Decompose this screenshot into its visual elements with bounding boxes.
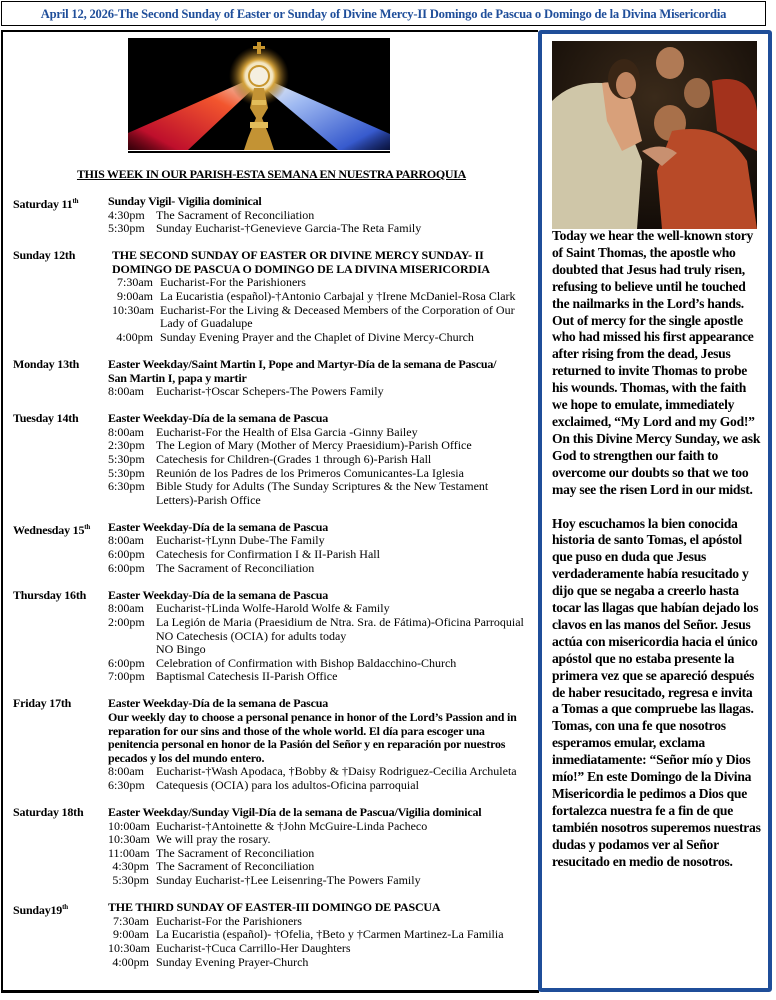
event-row: 4:00pm Sunday Evening Prayer-Church [112,954,309,969]
day-block-saturday-18 [13,806,533,888]
event-row: 8:00am Eucharist-†Linda Wolfe-Harold Wolfe & Family [108,601,390,616]
day-block-friday-17 [13,697,533,792]
event-row: 4:00pm Sunday Evening Prayer and the Chaplet of Divine Mercy-Church [116,329,474,344]
day-title: THE THIRD SUNDAY OF EASTER-III DOMINGO DE PASCUA [108,900,441,915]
divine-mercy-monstrance-image [128,38,390,150]
event-row: 9:00am La Eucaristia (español)- †Ofelia, †Beto y †Carmen Martinez-La Familia [113,927,504,942]
day-label: Sunday19th [13,903,68,918]
day-label: Monday 13th [13,356,80,371]
day-label: Wednesday 15th [13,522,91,537]
event-row: 8:00am Eucharist-†Wash Apodaca, †Bobby & †Daisy Rodriguez-Cecilia Archuleta [108,764,517,779]
event-row: 4:30pm The Sacrament of Reconciliation [108,207,315,222]
day-label: Thursday 16th [13,587,87,602]
day-label: Saturday 18th [13,805,84,820]
day-title: Easter Weekday-Día de la semana de Pascua [108,587,329,602]
event-row: 8:00am Eucharist-†Lynn Dube-The Family [108,533,325,548]
event-row: 10:30am Eucharist-†Cuca Carrillo-Her Daughters [108,940,351,955]
day-title: Easter Weekday-Día de la semana de Pascua [108,411,329,426]
day-label: Saturday 11th [13,197,79,211]
penance-note: Our weekly day to choose a personal penance in honor of the Lord’s Passion and in reparation for our sins and those of the whole world. El día para escoger una penitencia personal en honor de la Pasión del Señor y en reparación por nuestros pecados y los del mundo entero. [108,710,517,765]
event-row: 6:30pm Catequesis (OCIA) para los adultos-Oficina parroquial [108,777,419,792]
event-row: 10:00am Eucharist-†Antoinette & †John McGuire-Linda Pacheco [108,818,428,833]
day-title: Easter Weekday-Día de la semana de Pascua [108,696,329,711]
day-block-monday-13 [13,358,533,399]
event-row: NO Bingo [156,642,206,657]
day-block-tuesday-14 [13,412,533,507]
header-bar [1,1,766,26]
weekly-schedule [13,195,533,983]
day-title: Easter Weekday/Sunday Vigil-Día de la semana de Pascua/Vigilia dominical [108,805,482,820]
event-row: 6:00pm The Sacrament of Reconciliation [108,560,315,575]
reflection-sidebar [538,30,772,992]
event-row: 6:30pm Bible Study for Adults (The Sunday Scriptures & the New Testament Letters)-Parish Office [108,479,489,507]
event-row: 2:00pm La Legión de Maria (Praesidium de Ntra. Sra. de Fátima)-Oficina Parroquial [108,614,524,629]
event-row: 8:00am Eucharist-†Oscar Schepers-The Powers Family [108,384,384,399]
event-row: 10:30am We will pray the rosary. [108,832,271,847]
event-row: 4:30pm The Sacrament of Reconciliation [112,859,315,874]
day-title: Easter Weekday-Día de la semana de Pascua [108,519,329,534]
section-heading: THIS WEEK IN OUR PARISH-ESTA SEMANA EN NUESTRA PARROQUIA [76,167,467,181]
event-row: 6:00pm Catechesis for Confirmation I & II-Parish Hall [108,547,380,562]
event-row: 8:00am Eucharist-For the Health of Elsa Garcia -Ginny Bailey [108,424,418,439]
event-row: 7:30am Eucharist-For the Parishioners [113,913,302,928]
event-row: 11:00am The Sacrament of Reconciliation [108,845,315,860]
day-title: Easter Weekday/Saint Martin I, Pope and Martyr-Día de la semana de Pascua/ San Martin I, papa y martir [108,356,497,385]
event-row: 5:30pm Reunión de los Padres de los Primeros Comunicantes-La Iglesia [108,465,464,480]
event-row: NO Catechesis (OCIA) for adults today [156,628,347,643]
day-label: Tuesday 14th [13,411,79,426]
event-row: 10:30am Eucharist-For the Living & Deceased Members of the Corporation of Our Lady of Guadalupe [112,302,515,331]
day-block-wednesday-15 [13,521,533,575]
event-row: 6:00pm Celebration of Confirmation with Bishop Baldacchino-Church [108,655,457,670]
reflection-spanish: Hoy escuchamos la bien conocida historia de santo Tomas, el apóstol que puso en duda que Jesus verdaderamente había resucitado y dijo que se negaba a creerlo hasta tocar las llagas que habían dejado los clavos en las manos del Señor. Jesus actúa con misericordia hacia el único apóstol que no estaba presente la primera vez que se apareció después de haber resucitado, regresa e invita a Tomas a que compruebe las llagas. Tomas, con una fe que nosotros esperamos emular, exclama inmediatamente: “Señor mío y Dios mío!” En este Domingo de la Divina Misericordia le pedimos a Dios que fortalezca nuestra fe a fin de que también nosotros superemos nuestras dudas y podamos ver al Señor resucitado en medio de nosotros. [552,515,761,869]
reflection-english: Today we hear the well-known story of Saint Thomas, the apostle who doubted that Jesus had truly risen, refusing to believe until he touched the nailmarks in the Lord’s hands. Out of mercy for the single apostle who had missed his first appearance after rising from the dead, Jesus returned to invite Thomas to probe his wounds. Thomas, with the faith we hope to emulate, immediately exclaimed, “My Lord and my God!” On this Divine Mercy Sunday, we ask God to strengthen our faith to overcome our doubts so that we too may see the risen Lord in our midst. [552,228,761,497]
day-block-saturday-11 [13,195,533,236]
day-block-sunday-12 [13,249,533,344]
day-block-thursday-16 [13,589,533,684]
event-row: 5:30pm Sunday Eucharist-†Genevieve Garcia-The Reta Family [108,221,422,236]
event-row: 7:30am Eucharist-For the Parishioners [117,275,306,290]
event-row: 5:30pm Catechesis for Children-(Grades 1 through 6)-Parish Hall [108,452,432,466]
banner-rule [128,151,390,153]
event-row: 5:30pm Sunday Eucharist-†Lee Leisenring-The Powers Family [112,873,421,888]
schedule-panel [1,30,538,993]
event-row: 9:00am La Eucaristia (español)-†Antonio Carbajal y †Irene McDaniel-Rosa Clark [117,289,516,304]
page-title: April 12, 2026-The Second Sunday of Easter or Sunday of Divine Mercy-II Domingo de Pascua o Domingo de la Divina Misericordia [40,7,727,21]
day-title: Sunday Vigil- Vigilia dominical [108,194,262,208]
day-label: Sunday 12th [13,248,76,263]
event-row: 7:00pm Baptismal Catechesis II-Parish Office [108,669,338,684]
day-block-sunday-19 [13,901,533,969]
day-title: THE SECOND SUNDAY OF EASTER OR DIVINE MERCY SUNDAY- II DOMINGO DE PASCUA O DOMINGO DE LA DIVINA MISERICORDIA [112,248,490,276]
event-row: 2:30pm The Legion of Mary (Mother of Mercy Praesidium)-Parish Office [108,438,472,453]
panel-bottom-rule [1,990,539,993]
reflection-text [552,228,762,888]
day-label: Friday 17th [13,696,72,711]
incredulity-of-saint-thomas-painting [552,41,757,229]
